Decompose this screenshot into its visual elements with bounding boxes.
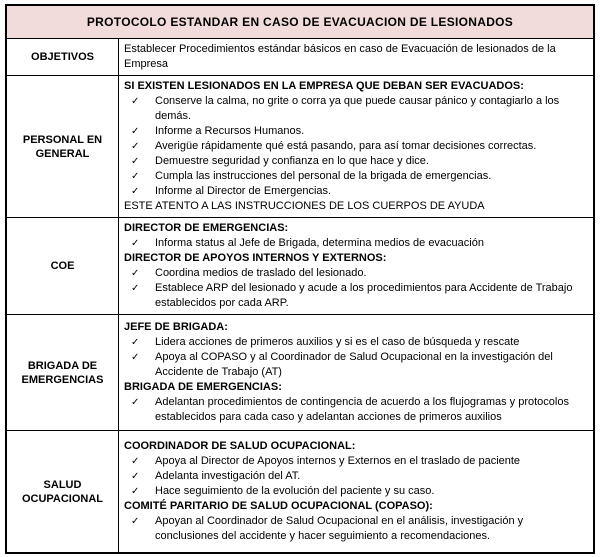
content-heading: COORDINADOR DE SALUD OCUPACIONAL:: [124, 440, 356, 452]
row-content-brigada-de-emergencias: [119, 315, 593, 430]
bullet-item: [124, 139, 587, 154]
row-content-salud-ocupacional: [119, 431, 593, 552]
table-body: [7, 39, 593, 552]
content-text: Establecer Procedimientos estándar básicos en caso de Evacuación de lesionados de la Empresa: [124, 43, 556, 70]
check-icon: ✓: [131, 352, 140, 363]
check-icon: ✓: [131, 171, 140, 182]
content-heading: DIRECTOR DE EMERGENCIAS:: [124, 222, 289, 234]
content-heading: BRIGADA DE EMERGENCIAS:: [124, 381, 282, 393]
bullet-text: Informe al Director de Emergencias.: [155, 185, 332, 197]
bullet-item: [124, 454, 587, 469]
table-row-personal-en-general: [7, 75, 593, 217]
check-icon: ✓: [131, 268, 140, 279]
bullet-text: Hace seguimiento de la evolución del paciente y su caso.: [155, 485, 435, 497]
bullet-text: Informa status al Jefe de Brigada, determina medios de evacuación: [155, 237, 484, 249]
row-label-coe: COE: [7, 218, 119, 314]
bullet-item: [124, 335, 587, 350]
check-icon: ✓: [131, 156, 140, 167]
bullet-text: Establece ARP del lesionado y acude a los procedimientos para Accidente de Trabajo establecidos por cada ARP.: [155, 282, 573, 309]
table-row-objetivos: [7, 39, 593, 75]
bullet-text: Adelanta investigación del AT.: [155, 470, 301, 482]
page-title: PROTOCOLO ESTANDAR EN CASO DE EVACUACION DE LESIONADOS: [86, 15, 514, 29]
check-icon: ✓: [131, 141, 140, 152]
check-icon: ✓: [131, 283, 140, 294]
bullet-text: Demuestre seguridad y confianza en lo que hace y dice.: [155, 155, 429, 167]
bullet-text: Lidera acciones de primeros auxilios y si es el caso de búsqueda y rescate: [155, 336, 520, 348]
bullet-text: Apoya al Director de Apoyos internos y Externos en el traslado de paciente: [155, 455, 521, 467]
check-icon: ✓: [131, 397, 140, 408]
bullet-item: [124, 395, 587, 425]
check-icon: ✓: [131, 456, 140, 467]
bullet-item: [124, 154, 587, 169]
content-heading: COMITÉ PARITARIO DE SALUD OCUPACIONAL (COPASO):: [124, 500, 433, 512]
row-label-objetivos: OBJETIVOS: [7, 39, 119, 75]
check-icon: ✓: [131, 126, 140, 137]
check-icon: ✓: [131, 516, 140, 527]
bullet-text: Coordina medios de traslado del lesionado.: [155, 267, 367, 279]
check-icon: ✓: [131, 186, 140, 197]
bullet-item: [124, 266, 587, 281]
row-label-salud-ocupacional: SALUD OCUPACIONAL: [7, 431, 119, 552]
row-label-personal-en-general: PERSONAL EN GENERAL: [7, 76, 119, 217]
bullet-item: [124, 514, 587, 544]
bullet-text: Apoyan al Coordinador de Salud Ocupacional en el análisis, investigación y conclusiones del accidente y hacer seguimiento a recomendaciones.: [155, 515, 524, 542]
bullet-text: Conserve la calma, no grite o corra ya que puede causar pánico y contagiarlo a los demás.: [155, 95, 560, 122]
bullet-text: Averigüe rápidamente qué está pasando, para así tomar decisiones correctas.: [155, 140, 537, 152]
table-header-row: [7, 6, 593, 39]
bullet-item: [124, 124, 587, 139]
bullet-item: [124, 169, 587, 184]
table-row-brigada-de-emergencias: [7, 314, 593, 430]
bullet-item: [124, 350, 587, 380]
check-icon: ✓: [131, 486, 140, 497]
row-content-objetivos: [119, 39, 593, 75]
bullet-item: [124, 469, 587, 484]
table-row-salud-ocupacional: [7, 430, 593, 552]
bullet-text: Apoya al COPASO y al Coordinador de Salud Ocupacional en la investigación del Accidente de Trabajo (AT): [155, 351, 553, 378]
check-icon: ✓: [131, 337, 140, 348]
bullet-text: Informe a Recursos Humanos.: [155, 125, 305, 137]
check-icon: ✓: [131, 471, 140, 482]
protocol-table: [5, 4, 595, 554]
check-icon: ✓: [131, 96, 140, 107]
content-heading: SI EXISTEN LESIONADOS EN LA EMPRESA QUE DEBAN SER EVACUADOS:: [124, 80, 524, 92]
bullet-item: [124, 236, 587, 251]
bullet-item: [124, 281, 587, 311]
bullet-item: [124, 184, 587, 199]
content-heading: JEFE DE BRIGADA:: [124, 321, 228, 333]
row-label-brigada-de-emergencias: BRIGADA DE EMERGENCIAS: [7, 315, 119, 430]
bullet-item: [124, 484, 587, 499]
row-content-personal-en-general: [119, 76, 593, 217]
content-heading: DIRECTOR DE APOYOS INTERNOS Y EXTERNOS:: [124, 252, 387, 264]
bullet-text: Cumpla las instrucciones del personal de la brigada de emergencias.: [155, 170, 492, 182]
row-content-coe: [119, 218, 593, 314]
bullet-text: Adelantan procedimientos de contingencia de acuerdo a los flujogramas y protocolos establecidos para cada caso y adelantan acciones de primeros auxilios: [155, 396, 569, 423]
content-text: ESTE ATENTO A LAS INSTRUCCIONES DE LOS CUERPOS DE AYUDA: [124, 200, 485, 212]
bullet-item: [124, 94, 587, 124]
check-icon: ✓: [131, 238, 140, 249]
table-row-coe: [7, 217, 593, 314]
